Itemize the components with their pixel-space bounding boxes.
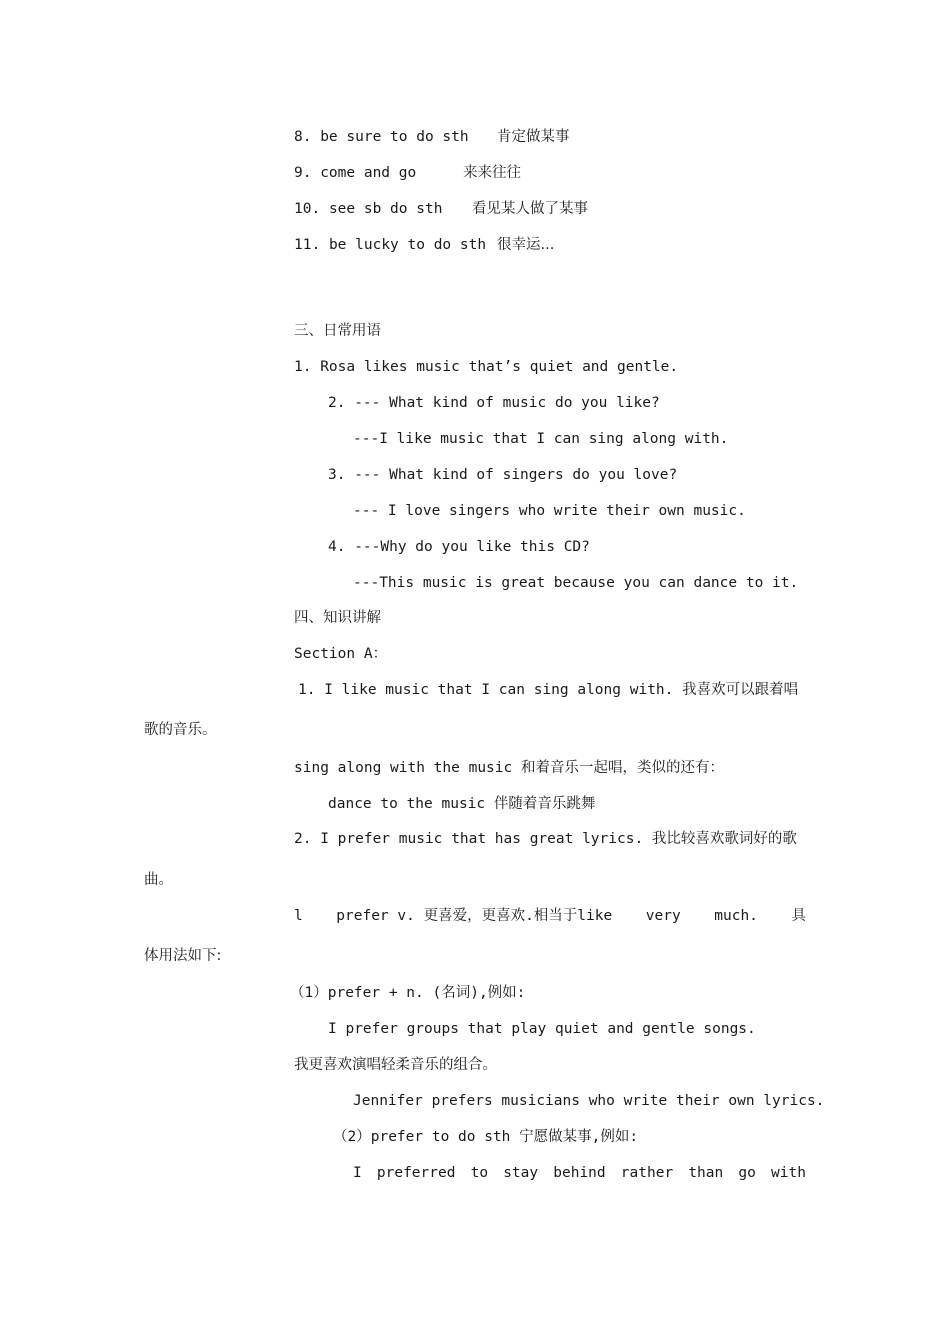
phrase-item-11 bbox=[294, 235, 486, 255]
word: much. bbox=[714, 908, 758, 924]
expression-item-1: 1. Rosa likes music that’s quiet and gentle. bbox=[294, 359, 679, 375]
point-2-line-2: 曲。 bbox=[144, 872, 173, 888]
usage-1-title: （1）prefer + n. (名词),例如: bbox=[290, 985, 526, 1001]
usage-1-example-english: I prefer groups that play quiet and gentle songs. bbox=[328, 1021, 756, 1037]
phrase-chinese: 看见某人做了某事 bbox=[472, 201, 588, 217]
word: stay bbox=[503, 1165, 539, 1181]
subsection-label: Section A： bbox=[294, 646, 388, 662]
phrase-english: see sb do sth bbox=[328, 201, 443, 217]
bullet-marker: l bbox=[294, 908, 303, 924]
phrase-english: be lucky to do sth bbox=[328, 237, 487, 253]
usage-1-example-2-english: Jennifer prefers musicians who write their own lyrics. bbox=[353, 1093, 825, 1109]
phrase-number: 11. bbox=[294, 237, 321, 253]
word: prefer v. 更喜爱，更喜欢.相当于like bbox=[336, 908, 613, 924]
word: than bbox=[688, 1165, 724, 1181]
expression-item-2-answer: ---I like music that I can sing along with. bbox=[353, 431, 729, 447]
phrase-item-9 bbox=[294, 163, 416, 183]
point-1-example: dance to the music 伴随着音乐跳舞 bbox=[328, 796, 596, 812]
word: 具 bbox=[791, 908, 806, 924]
expression-item-4-question: 4. ---Why do you like this CD? bbox=[328, 539, 590, 555]
point-1-line-1: 1. I like music that I can sing along with. 我喜欢可以跟着唱 bbox=[298, 682, 799, 698]
word: very bbox=[645, 908, 681, 924]
usage-2-title: （2）prefer to do sth 宁愿做某事,例如: bbox=[333, 1129, 639, 1145]
phrase-number: 8. bbox=[294, 129, 312, 145]
phrase-number: 10. bbox=[294, 201, 321, 217]
point-2-line-1: 2. I prefer music that has great lyrics. 我比较喜欢歌词好的歌 bbox=[294, 831, 797, 847]
phrase-item-8 bbox=[294, 127, 469, 147]
expression-item-4-answer: ---This music is great because you can dance to it. bbox=[353, 575, 799, 591]
phrase-item-10 bbox=[294, 199, 442, 219]
word: with bbox=[771, 1165, 806, 1181]
word: I bbox=[353, 1165, 362, 1181]
usage-2-example-line bbox=[353, 1163, 806, 1183]
word: rather bbox=[620, 1165, 674, 1181]
phrase-chinese: 来来往往 bbox=[463, 165, 521, 181]
section-heading-knowledge: 四、知识讲解 bbox=[294, 610, 381, 626]
expression-item-3-answer: --- I love singers who write their own music. bbox=[353, 503, 746, 519]
phrase-english: come and go bbox=[320, 165, 417, 181]
phrase-chinese: 很幸运... bbox=[497, 237, 555, 253]
usage-1-example-chinese: 我更喜欢演唱轻柔音乐的组合。 bbox=[294, 1057, 497, 1073]
expression-item-3-question: 3. --- What kind of singers do you love? bbox=[328, 467, 678, 483]
point-3-line-1 bbox=[294, 906, 806, 926]
phrase-chinese: 肯定做某事 bbox=[497, 129, 570, 145]
word: behind bbox=[553, 1165, 606, 1181]
point-1-line-2: 歌的音乐。 bbox=[144, 722, 217, 738]
section-heading-daily-expressions: 三、日常用语 bbox=[294, 323, 381, 339]
point-1-note: sing along with the music 和着音乐一起唱，类似的还有： bbox=[294, 760, 724, 776]
phrase-english: be sure to do sth bbox=[320, 129, 469, 145]
word: go bbox=[738, 1165, 756, 1181]
word: to bbox=[470, 1165, 489, 1181]
point-3-line-2: 体用法如下: bbox=[144, 948, 222, 964]
expression-item-2-question: 2. --- What kind of music do you like? bbox=[328, 395, 660, 411]
phrase-number: 9. bbox=[294, 165, 312, 181]
word: preferred bbox=[376, 1165, 456, 1181]
